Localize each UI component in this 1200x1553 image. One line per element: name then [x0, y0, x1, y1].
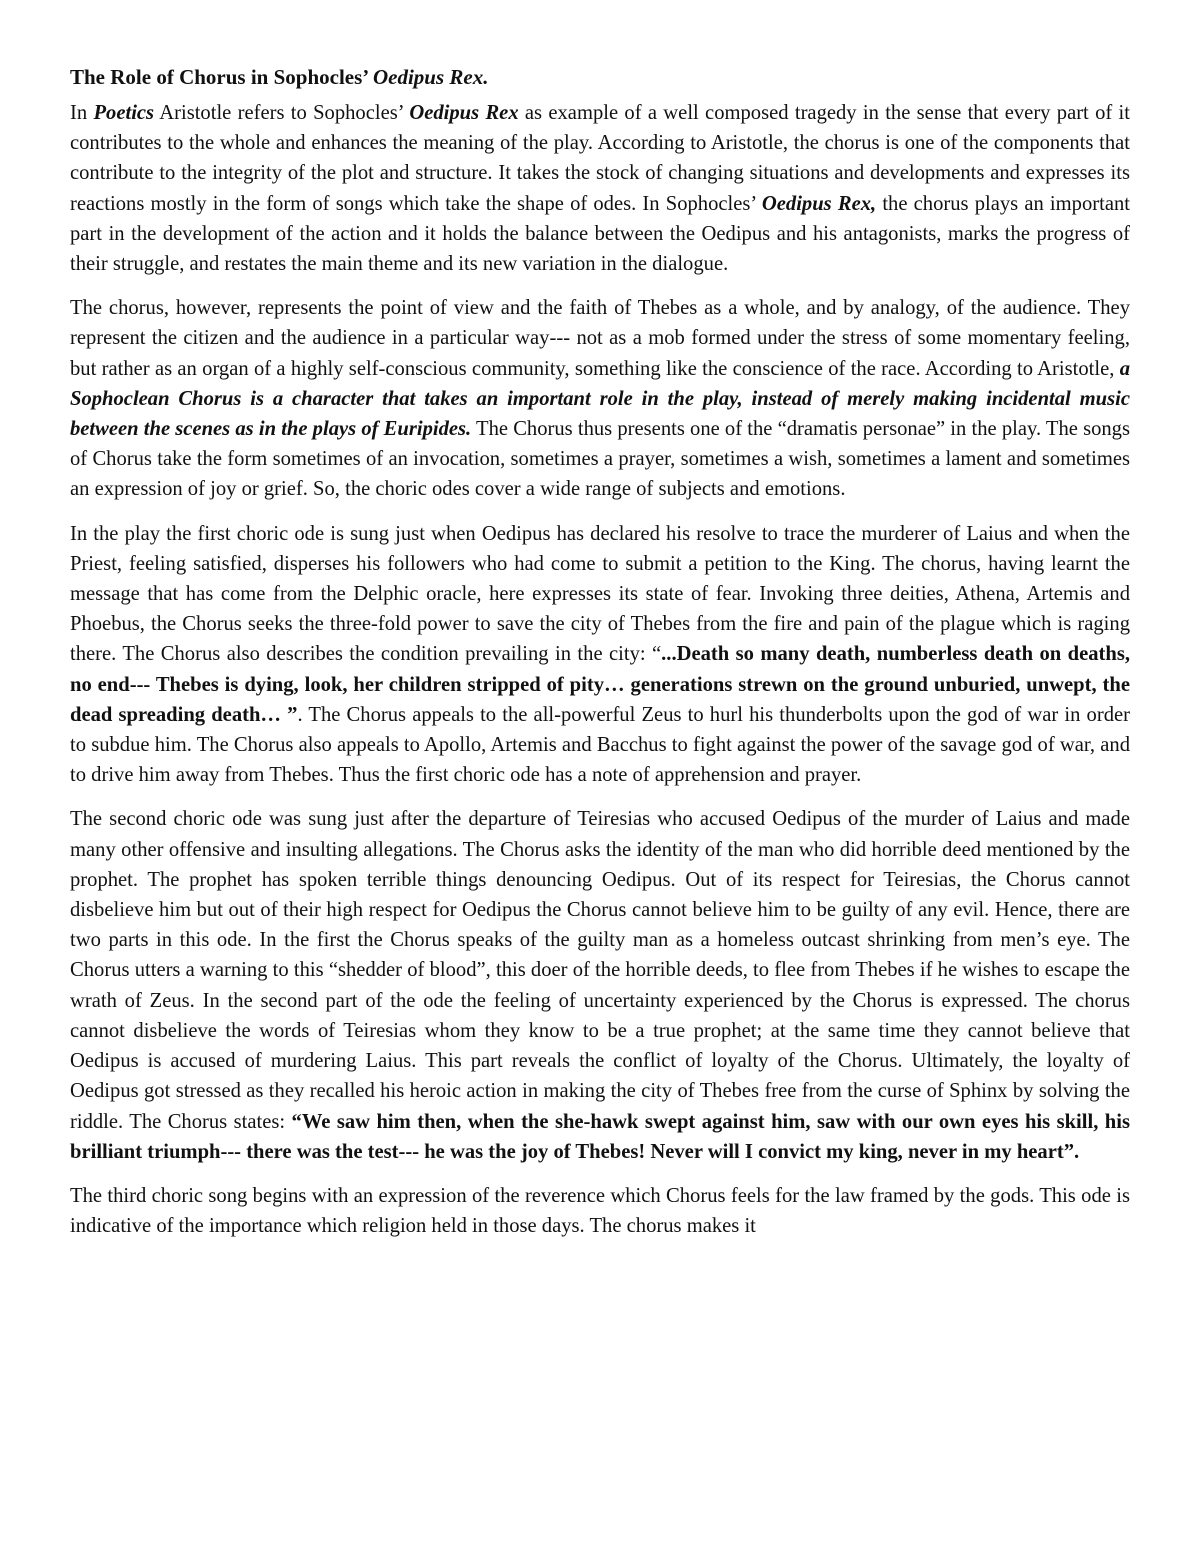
paragraph-text: The chorus, however, represents the point of view and the faith of Thebes as a whole, and by analogy, of the audience. They represent the citizen and the audience in a particular way--- not as a mob formed under the stress of some momentary feeling, but rather as an organ of a highly self-conscious community, something like the conscience of the race. According to Aristotle, — [70, 297, 1130, 380]
paragraph-3 — [70, 519, 1130, 791]
title-emphasis: Oedipus Rex. — [372, 65, 489, 89]
paragraph-text: The Chorus thus presents one of the “dramatis personae” in the play. The songs of Chorus take the form sometimes of an invocation, sometimes a prayer, sometimes a wish, sometimes a lament and sometimes an expression of joy or grief. So, the choric odes cover a wide range of subjects and emotions. — [70, 418, 1130, 501]
paragraph-text: The third choric song begins with an expression of the reverence which Chorus feels for the law framed by the gods. This ode is indicative of the importance which religion held in those days. The chorus makes it — [70, 1184, 1130, 1238]
paragraph-5 — [70, 1181, 1130, 1241]
paragraph-4 — [70, 804, 1130, 1166]
paragraph-emphasis: a Sophoclean Chorus is a character that takes an important role in the play, instead of merely making incidental music between the scenes as in the plays of Euripides. — [70, 357, 1130, 441]
paragraph-text: the chorus plays an important part in the development of the action and it holds the balance between the Oedipus and his antagonists, marks the progress of their struggle, and restates the main theme and its new variation in the dialogue. — [70, 192, 1130, 276]
paragraph-emphasis: Oedipus Rex — [409, 102, 519, 124]
title-main: The Role of Chorus in Sophocles’ — [70, 65, 373, 89]
paragraph-text: as example of a well composed tragedy in the sense that every part of it contributes to the whole and enhances the meaning of the play. According to Aristotle, the chorus is one of the components that contribute to the integrity of the plot and structure. It takes the stock of changing situations and developments and expresses its reactions mostly in the form of songs which take the shape of odes. In Sophocles’ — [70, 102, 1130, 215]
paragraph-emphasis: Oedipus Rex, — [761, 192, 877, 215]
paragraph-text: In the play the first choric ode is sung just when Oedipus has declared his resolve to trace the murderer of Laius and when the Priest, feeling satisfied, disperses his followers who had come to submit a petition to the King. The chorus, having learnt the message that has come from the Delphic oracle, here expresses its state of fear. Invoking three deities, Athena, Artemis and Phoebus, the Chorus seeks the three-fold power to save the city of Thebes from the fire and pain of the plague which is raging there. The Chorus also describes the condition prevailing in the city: “ — [70, 522, 1130, 666]
paragraph-emphasis: Poetics — [93, 102, 155, 124]
paragraph-quote: ...Death so many death, numberless death on deaths, no end--- Thebes is dying, look, her children stripped of pity… generations strewn on the ground unburied, unwept, the dead spreading death… ” — [70, 643, 1130, 726]
paragraph-text: . The Chorus appeals to the all-powerful Zeus to hurl his thunderbolts upon the god of war in order to subdue him. The Chorus also appeals to Apollo, Artemis and Bacchus to fight against the power of the savage god of war, and to drive him away from Thebes. Thus the first choric ode has a note of apprehension and prayer. — [70, 703, 1130, 787]
document-page — [70, 62, 1130, 1255]
paragraph-text: The second choric ode was sung just after the departure of Teiresias who accused Oedipus of the murder of Laius and made many other offensive and insulting allegations. The Chorus asks the identity of the man who did horrible deed mentioned by the prophet. The prophet has spoken terrible things denouncing Oedipus. Out of its respect for Teiresias, the Chorus cannot disbelieve him but out of their high respect for Oedipus the Chorus cannot believe him to be guilty of any evil. Hence, there are two parts in this ode. In the first the Chorus speaks of the guilty man as a homeless outcast shrinking from men’s eye. The Chorus utters a warning to this “shedder of blood”, this doer of the horrible deeds, to flee from Thebes if he wishes to escape the wrath of Zeus. In the second part of the ode the feeling of uncertainty experienced by the Chorus is expressed. The chorus cannot disbelieve the words of Teiresias whom they know to be a true prophet; at the same time they cannot believe that Oedipus is accused of murdering Laius. This part reveals the conflict of loyalty of the Chorus. Ultimately, the loyalty of Oedipus got stressed as they recalled his heroic action in making the city of Thebes free from the curse of Sphinx by solving the riddle. The Chorus states: — [70, 808, 1130, 1133]
paragraph-2 — [70, 293, 1130, 504]
paragraph-1 — [70, 98, 1130, 279]
paragraph-quote: “We saw him then, when the she-hawk swept against him, saw with our own eyes his skill, his brilliant triumph--- there was the test--- he was the joy of Thebes! Never will I convict my king, never in my heart”. — [70, 1110, 1130, 1163]
document-title — [70, 62, 1130, 92]
paragraph-text: In — [70, 102, 94, 124]
paragraph-text: Aristotle refers to Sophocles’ — [154, 102, 410, 124]
